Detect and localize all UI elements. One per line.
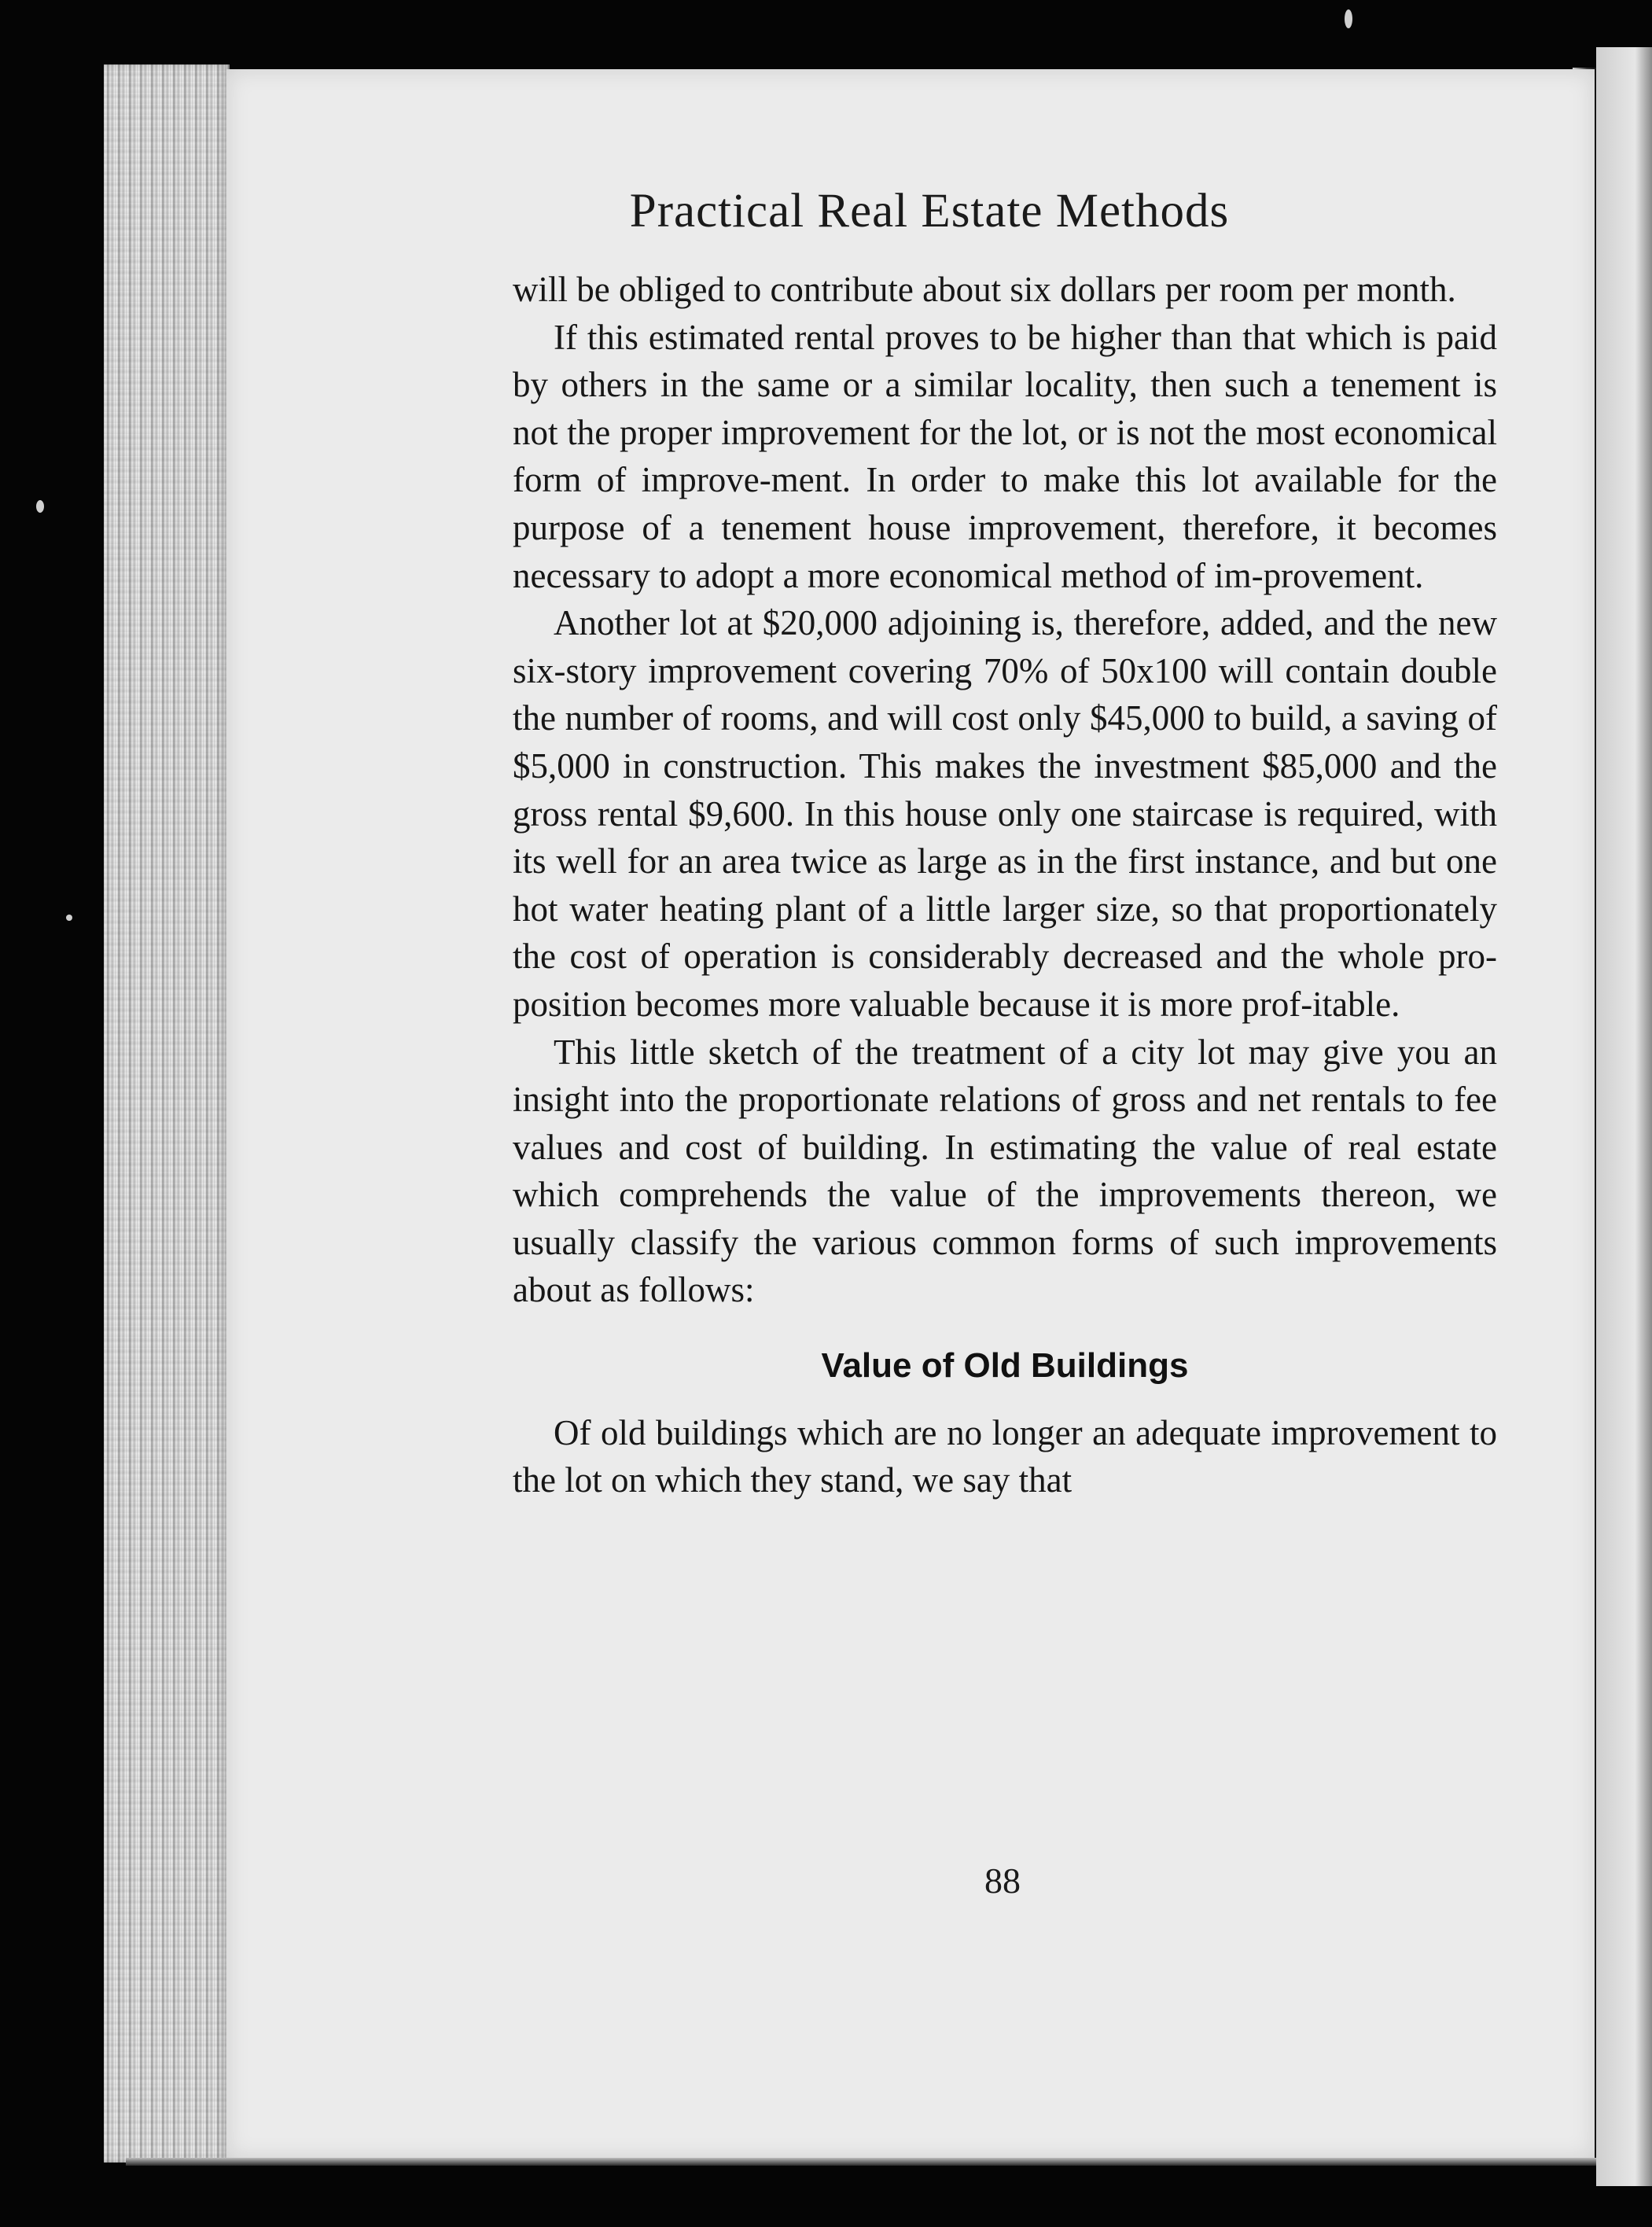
paragraph: Of old buildings which are no longer an adequate improvement to the lot on which they stand, we say that xyxy=(513,1412,1497,1500)
paragraph: If this estimated rental proves to be higher than that which is paid by others in the same or a similar locality, then such a tenement is not the proper improvement for the lot, or is not the most economical form of improve-ment. In order to make this lot available for the purpose of a tenement house improvement, therefore, it becomes necessary to adopt a more economical method of im-provement. xyxy=(513,317,1497,595)
body-text xyxy=(513,266,1497,1504)
paragraph: This little sketch of the treatment of a city lot may give you an insight into the proportionate relations of gross and net rentals to fee values and cost of building. In estimating the value of real estate which comprehends the value of the improvements thereon, we usually classify the various common forms of such improvements about as follows: xyxy=(513,1032,1497,1310)
running-head: Practical Real Estate Methods xyxy=(629,185,1230,237)
page-edges xyxy=(104,64,230,2163)
scan-speck xyxy=(36,500,44,513)
scan-speck xyxy=(66,915,72,921)
paragraph: Another lot at $20,000 adjoining is, therefore, added, and the new six-story improvement covering 70% of 50x100 will contain double the number of rooms, and will cost only $45,000 to build, a saving of $5,000 in construction. This makes the investment $85,000 and the gross rental $9,600. In this house only one staircase is required, with its well for an area twice as large as in the first instance, and but one hot water heating plant of a little larger size, so that proportionately the cost of operation is considerably decreased and the whole pro-position becomes more valuable because it is more prof-itable. xyxy=(513,603,1497,1024)
page-number: 88 xyxy=(984,1861,1021,1901)
section-heading: Value of Old Buildings xyxy=(821,1346,1189,1386)
page-bottom-edge xyxy=(126,2158,1596,2166)
facing-page-edge xyxy=(1596,47,1652,2186)
scan-speck xyxy=(1345,9,1352,28)
paragraph-continuation: will be obliged to contribute about six dollars per room per month. xyxy=(513,270,1456,309)
